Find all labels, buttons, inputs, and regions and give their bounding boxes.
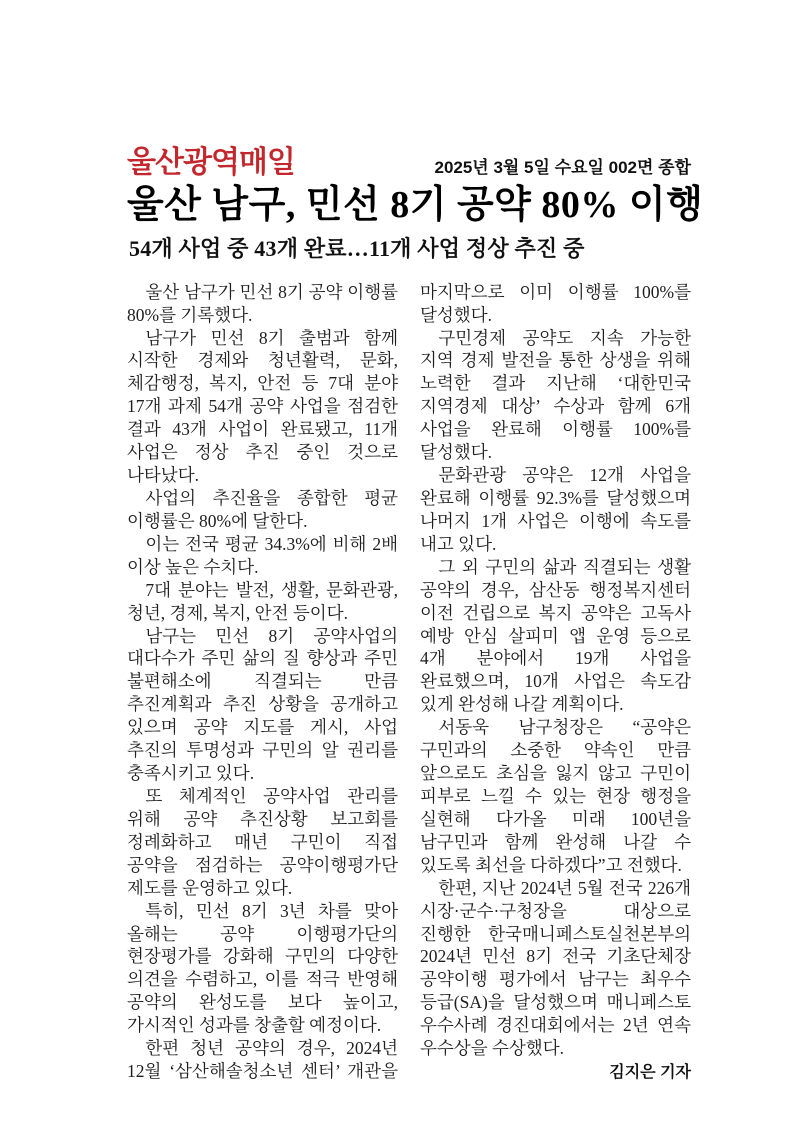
article-paragraph: 울산 남구가 민선 8기 공약 이행률 80%를 기록했다. bbox=[127, 281, 398, 325]
article-subhead: 54개 사업 중 43개 완료…11개 사업 정상 추진 중 bbox=[129, 235, 585, 261]
article-paragraph: 한편 청년 공약의 경우, 2024년 12월 ‘삼산해솔청소년 센터’ 개관을 마지막으로 이미 이행률 100%를 달성했다. bbox=[127, 281, 691, 1082]
article-paragraph: 남구가 민선 8기 출범과 함께 시작한 경제와 청년활력, 문화, 체감행정, 복지, 안전 등 7대 분야 17개 과제 54개 공약 사업을 점검한 결과 43개 사업이 완료됐고, 11개 사업은 정상 추진 중인 것으로 나타났다. bbox=[127, 327, 398, 486]
masthead bbox=[127, 148, 691, 178]
article-paragraph: 그 외 구민의 삶과 직결되는 생활 공약의 경우, 삼산동 행정복지센터 이전 건립으로 복지 공약은 고독사 예방 안심 살피미 앱 운영 등으로 4개 분야에서 19개 사업을 완료했으며, 10개 사업은 속도감 있게 완성해 나갈 계획이다. bbox=[420, 556, 691, 715]
article-paragraph: 특히, 민선 8기 3년 차를 맞아 올해는 공약 이행평가단의 현장평가를 강화해 구민의 다양한 의견을 수렴하고, 이를 적극 반영해 공약의 완성도를 보다 높이고, 가시적인 성과를 창출할 예정이다. bbox=[127, 900, 398, 1036]
article-headline: 울산 남구, 민선 8기 공약 80% 이행 bbox=[127, 184, 704, 226]
article-paragraph: 또 체계적인 공약사업 관리를 위해 공약 추진상황 보고회를 정례화하고 매년 구민이 직접 공약을 점검하는 공약이행평가단 제도를 운영하고 있다. bbox=[127, 785, 398, 898]
article-paragraph: 7대 분야는 발전, 생활, 문화관광, 청년, 경제, 복지, 안전 등이다. bbox=[127, 579, 398, 623]
article-paragraph: 구민경제 공약도 지속 가능한 지역 경제 발전을 통한 상생을 위해 노력한 결과 지난해 ‘대한민국 지역경제 대상’ 수상과 함께 6개 사업을 완료해 이행률 100%를 달성했다. bbox=[420, 327, 691, 463]
article-paragraph: 사업의 추진율을 종합한 평균 이행률은 80%에 달한다. bbox=[127, 487, 398, 531]
article-paragraph: 남구는 민선 8기 공약사업의 대다수가 주민 삶의 질 향상과 주민 불편해소에 직결되는 만큼 추진계획과 추진 상황을 공개하고 있으며 공약 지도를 게시, 사업 추진의 투명성과 구민의 알 권리를 충족시키고 있다. bbox=[127, 625, 398, 784]
newspaper-logo: 울산광역매일 bbox=[127, 146, 295, 179]
article-body bbox=[127, 281, 691, 1084]
article-paragraph: 한편, 지난 2024년 5월 전국 226개 시장·군수·구청장을 대상으로 진행한 한국매니페스토실천본부의 2024년 민선 8기 전국 기초단체장 공약이행 평가에서 남구는 최우수 등급(SA)을 달성했으며 매니페스토 우수사례 경진대회에서는 2년 연속 우수상을 수상했다. bbox=[420, 877, 691, 1059]
article-paragraph: 이는 전국 평균 34.3%에 비해 2배 이상 높은 수치다. bbox=[127, 533, 398, 577]
article-clipping bbox=[127, 146, 704, 1084]
article-paragraph: 문화관광 공약은 12개 사업을 완료해 이행률 92.3%를 달성했으며 나머지 1개 사업은 이행에 속도를 내고 있다. bbox=[420, 465, 691, 554]
article-paragraph: 서동욱 남구청장은 “공약은 구민과의 소중한 약속인 만큼 앞으로도 초심을 잃지 않고 구민이 피부로 느낄 수 있는 현장 행정을 실현해 다가올 미래 100년을 남구민과 함께 완성해 나갈 수 있도록 최선을 다하겠다”고 전했다. bbox=[420, 717, 691, 875]
edition-dateline: 2025년 3월 5일 수요일 002면 종합 bbox=[434, 157, 691, 177]
reporter-byline: 김지은 기자 bbox=[609, 1064, 691, 1082]
